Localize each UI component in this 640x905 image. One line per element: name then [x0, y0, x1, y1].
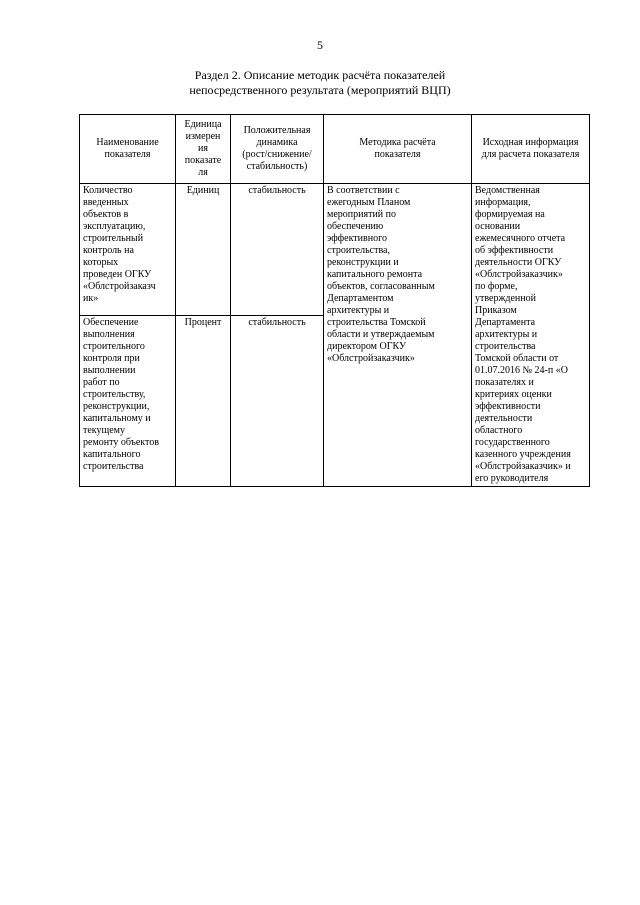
cell-line: объектов в	[83, 209, 129, 220]
cell-line: формируемая на	[475, 209, 545, 220]
cell-line: Приказом	[475, 305, 517, 316]
cell-line: объектов, согласованным	[327, 281, 435, 292]
cell-line: строительства,	[327, 245, 390, 256]
cell-line: по форме,	[475, 281, 518, 292]
cell-line: Ведомственная	[475, 185, 540, 196]
cell-line: строительства	[83, 461, 144, 473]
cell-line: ик»	[83, 293, 99, 304]
cell-line: капитального	[83, 449, 141, 461]
cell-line: «Облстройзаказчик» и	[475, 461, 571, 472]
cell-line: ежегодным Планом	[327, 197, 411, 208]
cell-line: «Облстройзаказчик»	[475, 269, 563, 280]
cell-line: областного	[475, 425, 523, 436]
section-title	[0, 68, 640, 98]
header-method	[324, 115, 472, 184]
row-1-unit: Единиц	[176, 184, 231, 316]
cell-line: измерен	[185, 131, 221, 142]
cell-line: его руководителя	[475, 473, 549, 484]
section-title-line-1: Раздел 2. Описание методик расчёта показателей	[194, 68, 446, 82]
header-dynamics	[231, 115, 324, 184]
cell-line: эффективного	[327, 233, 387, 244]
indicators-table	[79, 114, 590, 487]
cell-line: информация,	[475, 197, 531, 208]
row-2-name	[80, 316, 176, 487]
cell-line: строительный	[83, 233, 144, 244]
row-1-dynamics: стабильность	[231, 184, 324, 316]
cell-line: «Облстройзаказчик»	[327, 353, 415, 364]
cell-line: казенного учреждения	[475, 449, 571, 460]
cell-line: реконструкции,	[83, 401, 150, 413]
cell-line: ия	[198, 143, 208, 154]
cell-line: Наименование	[96, 137, 159, 148]
cell-line: основании	[475, 221, 521, 232]
cell-line: ежемесячного отчета	[475, 233, 566, 244]
cell-line: выполнении	[83, 365, 136, 377]
cell-line: об эффективности	[475, 245, 554, 256]
table-header-row	[80, 115, 590, 184]
table-row	[80, 184, 590, 316]
cell-line: показате	[184, 155, 222, 166]
cell-line: эффективности	[475, 401, 541, 412]
cell-line: текущему	[83, 425, 125, 437]
cell-line: «Облстройзаказч	[83, 281, 156, 292]
row-2-dynamics: стабильность	[231, 316, 324, 487]
row-2-unit: Процент	[176, 316, 231, 487]
cell-line: Исходная информация	[482, 137, 579, 148]
cell-line: 01.07.2016 № 24-п «О	[475, 365, 568, 376]
cell-line: архитектуры и	[475, 329, 538, 340]
cell-line: деятельности	[475, 413, 533, 424]
method-cell	[324, 184, 472, 487]
cell-line: государственного	[475, 437, 550, 448]
cell-line: Департаментом	[327, 293, 394, 304]
cell-line: Обеспечение	[83, 317, 139, 329]
cell-line: мероприятий по	[327, 209, 396, 220]
cell-line: контроля при	[83, 353, 140, 365]
cell-line: деятельности ОГКУ	[475, 257, 562, 268]
cell-line: для расчета показателя	[481, 149, 580, 160]
cell-line: строительства	[475, 341, 536, 352]
cell-line: (рост/снижение/	[242, 149, 312, 160]
cell-line: Положительная	[243, 125, 311, 136]
section-title-line-2: непосредственного результата (мероприятий ВЦП)	[189, 83, 451, 97]
cell-line: показателя	[104, 149, 151, 160]
cell-line: строительства Томской	[327, 317, 426, 328]
header-indicator-name	[80, 115, 176, 184]
cell-line: контроль на	[83, 245, 134, 256]
cell-line: В соответствии с	[327, 185, 400, 196]
cell-line: капитального ремонта	[327, 269, 423, 280]
cell-line: архитектуры и	[327, 305, 390, 316]
cell-line: проведен ОГКУ	[83, 269, 152, 280]
cell-line: ля	[198, 167, 208, 178]
cell-line: реконструкции и	[327, 257, 399, 268]
header-unit	[176, 115, 231, 184]
cell-line: утвержденной	[475, 293, 536, 304]
cell-line: введенных	[83, 197, 129, 208]
cell-line: ремонту объектов	[83, 437, 159, 449]
cell-line: области и утверждаемым	[327, 329, 435, 340]
cell-line: показателя	[374, 149, 421, 160]
cell-line: критериях оценки	[475, 389, 552, 400]
cell-line: Единица	[184, 119, 222, 130]
cell-line: строительству,	[83, 389, 146, 401]
row-1-name	[80, 184, 176, 316]
cell-line: эксплуатацию,	[83, 221, 146, 232]
cell-line: директором ОГКУ	[327, 341, 407, 352]
source-cell	[472, 184, 590, 487]
cell-line: Количество	[83, 185, 133, 196]
cell-line: строительного	[83, 341, 145, 353]
cell-line: Департамента	[475, 317, 536, 328]
cell-line: динамика	[256, 137, 298, 148]
cell-line: капитальному и	[83, 413, 151, 425]
header-source	[472, 115, 590, 184]
page-number: 5	[317, 38, 323, 52]
cell-line: обеспечению	[327, 221, 384, 232]
cell-line: Методика расчёта	[359, 137, 436, 148]
cell-line: показателях и	[475, 377, 534, 388]
cell-line: выполнения	[83, 329, 135, 341]
cell-line: Томской области от	[475, 353, 559, 364]
cell-line: работ по	[83, 377, 120, 389]
cell-line: стабильность)	[246, 161, 308, 172]
cell-line: которых	[83, 257, 119, 268]
